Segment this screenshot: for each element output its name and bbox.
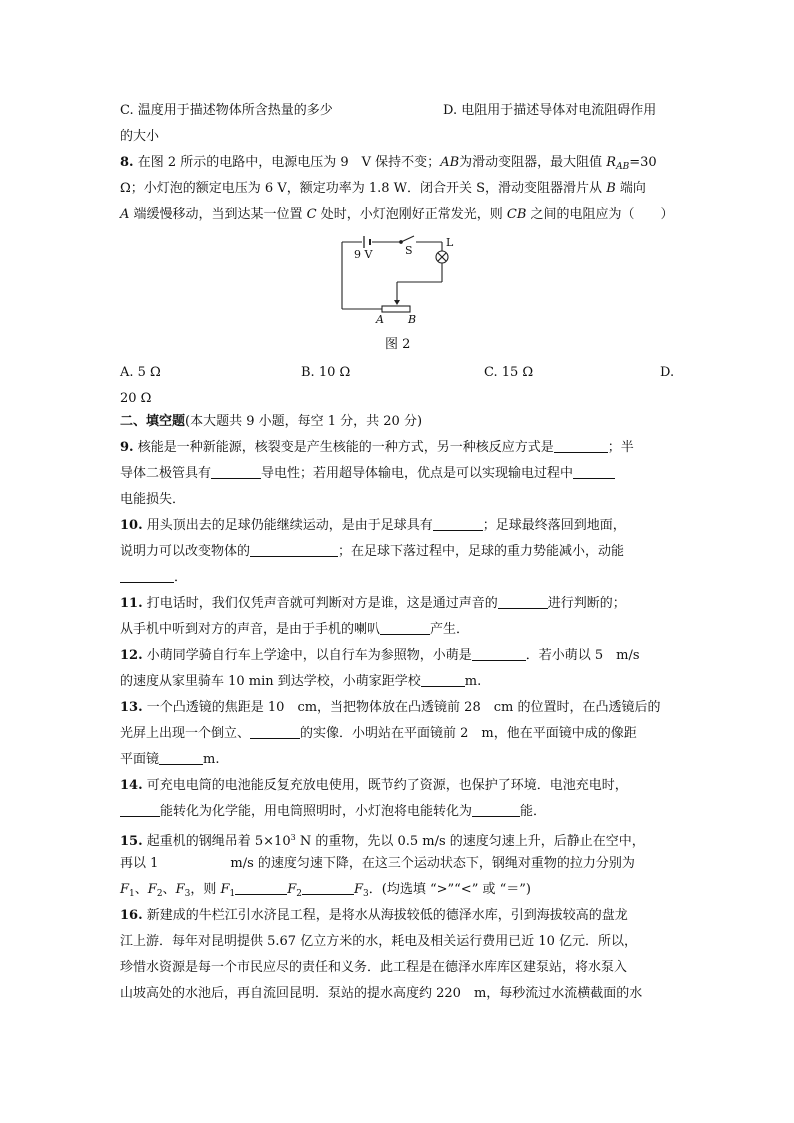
answer-blank[interactable] — [250, 726, 300, 739]
q8-line-3: A 端缓慢移动，当到达某一位置 C 处时，小灯泡刚好正常发光，则 CB 之间的电阻应为（ ） — [120, 207, 674, 222]
q13-line-1: 13. 一个凸透镜的焦距是 10 cm，当把物体放在凸透镜前 28 cm 的位置时，在凸透镜后的 — [120, 700, 661, 715]
section-2-heading — [120, 414, 422, 430]
q12-line-2: 的速度从家里骑车 10 min 到达学校，小萌家距学校 m. — [120, 674, 482, 689]
q16-line-1: 16. 新建成的牛栏江引水济昆工程，是将水从海拔较低的德泽水库，引到海拔较高的盘龙 — [120, 908, 628, 923]
q8-option-c: C. 15 Ω — [484, 365, 534, 380]
q13-line-2: 光屏上出现一个倒立、 的实像．小明站在平面镜前 2 m，他在平面镜中成的像距 — [120, 726, 637, 741]
q14-number: 14. — [120, 778, 143, 793]
answer-blank[interactable] — [554, 440, 608, 453]
q16-line-2: 江上游．每年对昆明提供 5.67 亿立方米的水，耗电及相关运行费用已近 10 亿元．所以， — [120, 934, 638, 949]
q8-number: 8. — [120, 155, 134, 170]
answer-blank[interactable] — [498, 596, 548, 609]
q10-line-3: ． — [120, 570, 187, 586]
q8-option-d-value: 20 Ω — [120, 391, 152, 406]
q8-option-a: A. 5 Ω — [120, 365, 161, 380]
answer-blank[interactable] — [159, 752, 203, 765]
answer-blank[interactable] — [433, 518, 483, 531]
q15-line-3: $F_1$、$F_2$、$F_3$，则 $F_1$ $F_2$ $F_3$．(均选填 “>”“<” 或 “＝”) — [120, 882, 531, 899]
answer-blank[interactable] — [120, 570, 174, 583]
answer-blank[interactable] — [472, 648, 526, 661]
q13-line-3: 平面镜 m. — [120, 752, 220, 767]
answer-blank[interactable] — [120, 804, 160, 817]
q8-line-1: 8. 在图 2 所示的电路中，电源电压为 9 V 保持不变；AB为滑动变阻器，最大阻值 $R_{AB}=30$ — [120, 155, 657, 172]
switch-blade — [401, 236, 414, 242]
answer-blank[interactable] — [380, 622, 430, 635]
q16-line-4: 山坡高处的水池后，再自流回昆明．泵站的提水高度约 220 m，每秒流过水流横截面的水 — [120, 986, 643, 1001]
q12-line-1: 12. 小萌同学骑自行车上学途中，以自行车为参照物，小萌是 ．若小萌以 5 m/s — [120, 648, 640, 663]
q8-line-2: Ω；小灯泡的额定电压为 6 V，额定功率为 1.8 W．闭合开关 S，滑动变阻器滑片从 B 端向 — [120, 181, 646, 196]
q15-line-1: 15. 起重机的钢绳吊着 $5\times 10^3$ N 的重物，先以 0.5 m/s 的速度匀速上升，后静止在空中， — [120, 833, 645, 849]
q9-number: 9. — [120, 440, 134, 455]
q16-number: 16. — [120, 908, 143, 923]
q9-line-1: 9. 核能是一种新能源，核裂变是产生核能的一种方式，另一种核反应方式是 ；半 — [120, 440, 634, 455]
q10-line-2: 说明力可以改变物体的 ；在足球下落过程中，足球的重力势能减小，动能 — [120, 544, 625, 559]
rheostat-end-b-label: B — [408, 313, 417, 326]
answer-blank[interactable] — [573, 466, 615, 479]
answer-blank[interactable] — [250, 544, 338, 557]
q15-number: 15. — [120, 834, 143, 849]
rheostat-end-a-label: A — [376, 313, 384, 326]
lamp-label: L — [446, 236, 454, 249]
battery-label: 9 V — [354, 248, 373, 261]
q7-option-d: D. 电阻用于描述导体对电流阻碍作用 — [443, 103, 657, 118]
q16-line-3: 珍惜水资源是每一个市民应尽的责任和义务．此工程是在德泽水库库区建泵站，将水泵入 — [120, 960, 628, 975]
slider-arrow-icon — [394, 300, 400, 305]
rheostat-body — [382, 306, 410, 312]
q7-option-d-continued: 的大小 — [120, 129, 160, 144]
q8-option-b: B. 10 Ω — [301, 365, 351, 380]
q15-line-2: 再以 1 m/s 的速度匀速下降，在这三个运动状态下，钢绳对重物的拉力分别为 — [120, 856, 635, 871]
q14-line-2: 能转化为化学能，用电筒照明时，小灯泡将电能转化为 能． — [120, 804, 546, 820]
switch-label: S — [405, 244, 413, 257]
answer-blank[interactable] — [421, 674, 465, 687]
q14-line-1: 14. 可充电电筒的电池能反复充放电使用，既节约了资源，也保护了环境．电池充电时， — [120, 778, 628, 793]
q7-option-c: C. 温度用于描述物体所含热量的多少 — [120, 103, 333, 118]
circuit-diagram — [334, 232, 464, 332]
q11-line-1: 11. 打电话时，我们仅凭声音就可判断对方是谁，这是通过声音的 进行判断的； — [120, 596, 626, 611]
q13-number: 13. — [120, 700, 143, 715]
figure-caption: 图 2 — [385, 337, 411, 352]
q9-line-2: 导体二极管具有 导电性；若用超导体输电，优点是可以实现输电过程中 — [120, 466, 615, 482]
q12-number: 12. — [120, 648, 143, 663]
section-2-note: (本大题共 9 小题，每空 1 分，共 20 分) — [185, 414, 423, 429]
q10-number: 10. — [120, 518, 143, 533]
q11-number: 11. — [120, 596, 143, 611]
answer-blank[interactable] — [302, 882, 354, 895]
answer-blank[interactable] — [235, 882, 287, 895]
section-2-title: 二、填空题 — [120, 414, 186, 429]
answer-blank[interactable] — [211, 466, 261, 479]
answer-blank[interactable] — [472, 804, 520, 817]
q9-line-3: 电能损失． — [120, 492, 186, 507]
q11-line-2: 从手机中听到对方的声音，是由于手机的喇叭 产生． — [120, 622, 470, 637]
q10-line-1: 10. 用头顶出去的足球仍能继续运动，是由于足球具有 ；足球最终落回到地面， — [120, 518, 626, 533]
q8-option-d: D. — [660, 365, 675, 380]
